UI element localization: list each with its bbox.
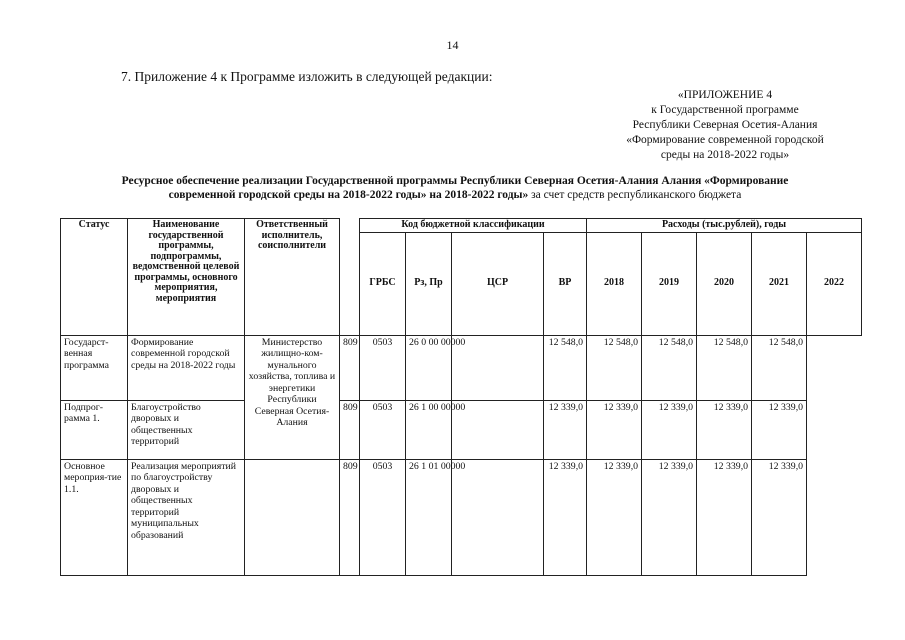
header-csr: ЦСР [452, 232, 544, 335]
cell-responsible-empty [245, 459, 340, 576]
header-year-2018: 2018 [587, 232, 642, 335]
page-number: 14 [446, 38, 459, 52]
header-year-2020: 2020 [697, 232, 752, 335]
cell-grbs: 809 [340, 459, 360, 576]
cell-value-2022: 12 548,0 [752, 335, 807, 400]
header-year-2021: 2021 [752, 232, 807, 335]
cell-value-2019: 12 339,0 [587, 400, 642, 459]
appendix-line: «ПРИЛОЖЕНИЕ 4 [677, 89, 773, 101]
cell-name: Реализация мероприятий по благоустройству дворовых и общественных территорий муниципальных образований [128, 459, 245, 576]
table-row [61, 400, 862, 459]
document-title [60, 174, 850, 202]
cell-vr [452, 459, 544, 576]
cell-vr [452, 400, 544, 459]
cell-name: Благоустройство дворовых и общественных территорий [128, 400, 245, 459]
header-status: Статус [61, 219, 128, 336]
cell-value-2018: 12 548,0 [544, 335, 587, 400]
header-responsible: Ответственный исполнитель, соисполнители [245, 219, 340, 336]
header-vr: ВР [544, 232, 587, 335]
cell-csr: 26 1 00 00000 [406, 400, 452, 459]
cell-value-2021: 12 339,0 [697, 459, 752, 576]
header-expenses: Расходы (тыс.рублей), годы [587, 219, 862, 233]
cell-name: Формирование современной городской среды на 2018-2022 годы [128, 335, 245, 400]
cell-value-2020: 12 548,0 [642, 335, 697, 400]
cell-grbs: 809 [340, 335, 360, 400]
cell-rzpr: 0503 [360, 335, 406, 400]
cell-value-2021: 12 548,0 [697, 335, 752, 400]
table-row [61, 459, 862, 576]
title-line-2-rest: за счет средств республиканского бюджета [528, 189, 742, 201]
cell-grbs: 809 [340, 400, 360, 459]
cell-value-2020: 12 339,0 [642, 400, 697, 459]
appendix-line: Республики Северная Осетия-Алания [632, 119, 818, 131]
cell-vr [452, 335, 544, 400]
cell-csr: 26 0 00 00000 [406, 335, 452, 400]
cell-responsible: Министерство жилищно-ком-мунального хозяйства, топлива и энергетики Республики Северная Осетия-Алания [245, 335, 340, 459]
cell-status: Государст-венная программа [61, 335, 128, 400]
header-budget-code: Код бюджетной классификации [360, 219, 587, 233]
cell-value-2022: 12 339,0 [752, 459, 807, 576]
header-year-2022: 2022 [807, 232, 862, 335]
cell-status: Основное мероприя-тие 1.1. [61, 459, 128, 576]
appendix-line: к Государственной программе [651, 104, 799, 116]
cell-csr: 26 1 01 00000 [406, 459, 452, 576]
appendix-heading [600, 88, 850, 163]
title-line-2-bold: современной городской среды на 2018-2022 годы» на 2018-2022 годы» [168, 189, 529, 201]
column-gap [340, 219, 360, 336]
header-year-2019: 2019 [642, 232, 697, 335]
budget-table [60, 218, 862, 576]
appendix-line: «Формирование современной городской [626, 134, 824, 146]
header-name: Наименование государственной программы, подпрограммы, ведомственной целевой программы, основного мероприятия, мероприятия [128, 219, 245, 336]
cell-value-2021: 12 339,0 [697, 400, 752, 459]
cell-value-2018: 12 339,0 [544, 400, 587, 459]
cell-value-2018: 12 339,0 [544, 459, 587, 576]
cell-value-2019: 12 339,0 [587, 459, 642, 576]
cell-value-2022: 12 339,0 [752, 400, 807, 459]
cell-status: Подпрог-рамма 1. [61, 400, 128, 459]
intro-text: 7. Приложение 4 к Программе изложить в следующей редакции: [121, 69, 493, 84]
title-line-2 [60, 188, 850, 202]
cell-rzpr: 0503 [360, 400, 406, 459]
cell-rzpr: 0503 [360, 459, 406, 576]
header-grbs: ГРБС [360, 232, 406, 335]
cell-value-2019: 12 548,0 [587, 335, 642, 400]
cell-value-2020: 12 339,0 [642, 459, 697, 576]
title-line-1: Ресурсное обеспечение реализации Государственной программы Республики Северная Осетия-Алания Алания «Формирование [121, 175, 789, 187]
appendix-line: среды на 2018-2022 годы» [660, 149, 790, 161]
header-rzpr: Рз, Пр [406, 232, 452, 335]
table-row [61, 335, 862, 400]
